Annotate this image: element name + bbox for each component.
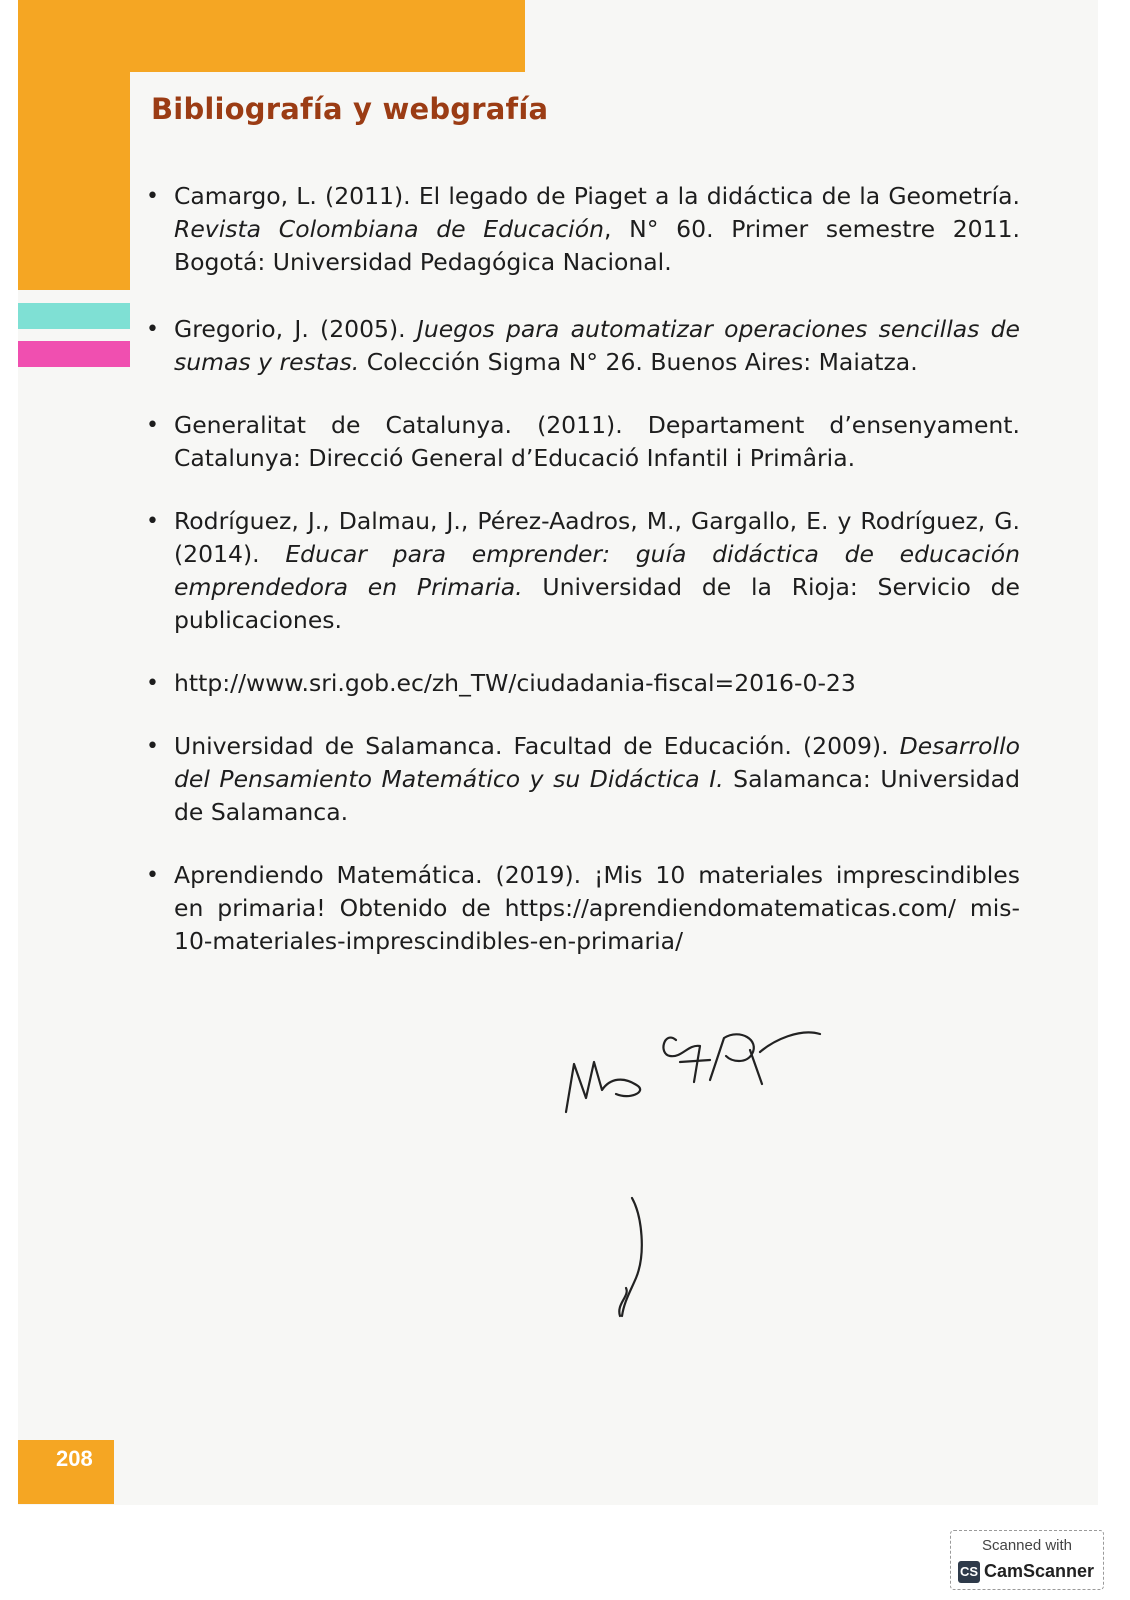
page-title: Bibliografía y webgrafía bbox=[151, 92, 549, 126]
entry-text: Universidad de Salamanca. Facultad de Educación. (2009). bbox=[174, 732, 900, 760]
entry-text: , N° 60. Primer semestre 2011. Bogotá: Universidad Pedagógica Nacional. bbox=[174, 215, 1020, 276]
entry-text: Aprendiendo Matemática. (2019). ¡Mis 10 materiales imprescindibles en primaria! Obtenido de https://aprendiendomatematicas.com/ mis-10-materiales-imprescindibles-en-primaria/ bbox=[174, 861, 1020, 955]
bibliography-entry bbox=[146, 180, 1020, 279]
orange-side-block bbox=[18, 72, 130, 290]
bibliography-entry bbox=[146, 859, 1020, 958]
entry-italic-title: Educar para emprender: guía didáctica de educación emprendedora en Primaria. bbox=[174, 540, 1020, 601]
entry-text: Gregorio, J. (2005). bbox=[174, 315, 417, 343]
bibliography-entry bbox=[146, 730, 1020, 829]
bibliography-entry bbox=[146, 313, 1020, 379]
teal-accent-strip bbox=[18, 303, 130, 329]
watermark-caption: Scanned with bbox=[981, 1537, 1073, 1554]
page-number: 208 bbox=[56, 1446, 93, 1471]
entry-url: http://www.sri.gob.ec/zh_TW/ciudadania-fiscal=2016-0-23 bbox=[174, 669, 856, 697]
bibliography-entry bbox=[146, 409, 1020, 475]
entry-text: Camargo, L. (2011). El legado de Piaget a la didáctica de la Geometría. bbox=[174, 182, 1020, 210]
camscanner-logo-icon: CS bbox=[958, 1561, 980, 1583]
entry-text: Colección Sigma N° 26. Buenos Aires: Maiatza. bbox=[359, 348, 918, 376]
entry-text: Universidad de la Rioja: Servicio de publicaciones. bbox=[174, 573, 1020, 634]
bibliography-entry bbox=[146, 505, 1020, 637]
entry-italic-title: Desarrollo del Pensamiento Matemático y su Didáctica I. bbox=[174, 732, 1020, 793]
scanner-watermark bbox=[950, 1530, 1104, 1590]
entry-text: Rodríguez, J., Dalmau, J., Pérez-Aadros, M., Gargallo, E. y Rodríguez, G. (2014). bbox=[174, 507, 1020, 568]
pink-accent-strip bbox=[18, 341, 130, 367]
entry-text: Generalitat de Catalunya. (2011). Departament d’ensenyament. Catalunya: Direcció General d’Educació Infantil i Primâria. bbox=[174, 411, 1020, 472]
entry-text: Salamanca: Universidad de Salamanca. bbox=[174, 765, 1020, 826]
entry-italic-title: Revista Colombiana de Educación bbox=[174, 215, 604, 243]
bibliography-list bbox=[146, 180, 1020, 958]
orange-header-block bbox=[18, 0, 525, 72]
bibliography-entry bbox=[146, 667, 1020, 700]
watermark-brand: CamScanner bbox=[984, 1561, 1095, 1581]
entry-italic-title: Juegos para automatizar operaciones sencillas de sumas y restas. bbox=[174, 315, 1020, 376]
handwritten-signature bbox=[560, 1020, 840, 1340]
